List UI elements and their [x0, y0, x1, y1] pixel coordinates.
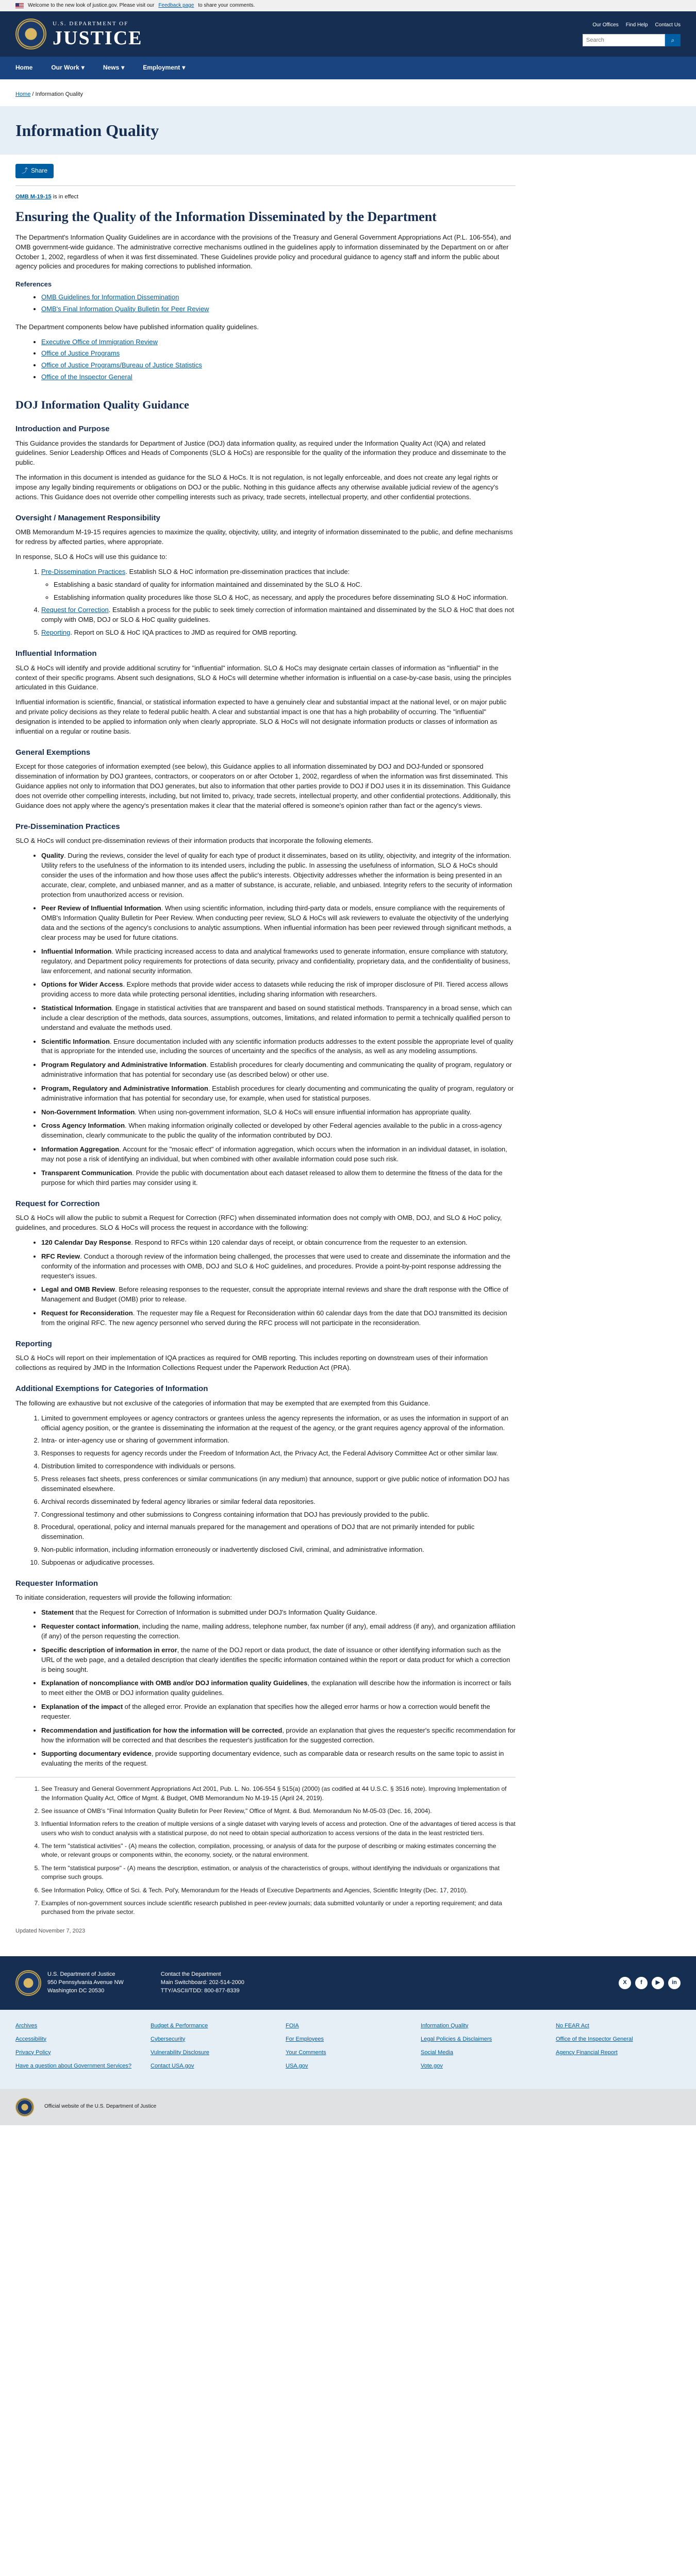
list-item: • Requester contact information, including the name, mailing address, telephone number, fax number (if any), email address (if any), and organization affiliation (if any) of the person requesting the correction. [41, 1622, 516, 1641]
list-item: • 120 Calendar Day Response. Respond to RFCs within 120 calendar days of receipt, or obtain concurrence from the requester to an extension. [41, 1238, 516, 1248]
footer-phone: TTY/ASCII/TDD: 800-877-8339 [160, 1987, 240, 1994]
footer-addr1: 950 Pennsylvania Avenue NW [47, 1979, 124, 1986]
footnote: 3. Influential Information refers to the creation of multiple versions of a single dataset with varying levels of access and protection. One of the advantages of tiered access is that users who wish to conduct analysis with a statistical purpose, do not need to obtain special authorization to access versions of the data in the least restricted tiers. [41, 1820, 516, 1838]
x-icon[interactable]: X [619, 1977, 631, 1989]
main-title: Ensuring the Quality of the Information Disseminated by the Department [15, 209, 437, 224]
header-link-contact[interactable]: Contact Us [655, 22, 681, 28]
footer-gov-text: Official website of the U.S. Department of Justice [44, 2104, 157, 2110]
references-heading: References [15, 280, 52, 289]
list-item: 8. Procedural, operational, policy and internal manuals prepared for the management and operations of DOJ that are not primarily intended for public dissemination. [41, 1522, 516, 1542]
footnote: 7. Examples of non-government sources include scientific research published in peer-review journals; data submitted voluntarily or under a reporting requirement; and data purchased from the private sector. [41, 1899, 516, 1917]
list-item: • Cross Agency Information. When making information originally collected or developed by other Federal agencies available to the public in a cross-agency dissemination, clearly communicate to the public the quality of the information contributed by DOJ. [41, 1121, 516, 1141]
influential-heading: Influential Information [15, 649, 97, 658]
footnote: 5. The term "statistical purpose" - (A) means the description, estimation, or analysis of the characteristics of groups, without identifying the individuals or organizations that comprise such groups. [41, 1864, 516, 1882]
footer-dept: U.S. Department of Justice [47, 1971, 115, 1977]
footnotes [41, 1785, 516, 1917]
list-item: • Information Aggregation. Account for the "mosaic effect" of information aggregation, which occurs when the information in an individual dataset, in isolation, may not pose a risk of identifying an individual, but when combined with other available information could pose such risk. [41, 1145, 516, 1164]
main-nav [0, 57, 696, 79]
footnote: 6. See Information Policy, Office of Sci. & Tech. Pol'y, Memorandum for the Heads of Executive Departments and Agencies, Scientific Integrity (Dec. 17, 2010). [41, 1886, 516, 1895]
footer-link[interactable]: Social Media [421, 2049, 453, 2056]
search-button[interactable] [665, 34, 681, 46]
footer-link[interactable]: Contact USA.gov [151, 2062, 194, 2069]
footer-link[interactable]: Cybersecurity [151, 2036, 186, 2042]
reporting-heading: Reporting [15, 1339, 52, 1348]
list-item: • Scientific Information. Ensure documentation included with any scientific information products addresses to the extent possible the appropriate level of quality that is appropriate for the intended use, including the sources of uncertainty and the specifics of the analysis, as well as any modeling assumptions. [41, 1037, 516, 1057]
reporting-para: SLO & HoCs will report on their implementation of IQA practices as required for OMB reporting. This includes reporting on downstream uses of their information collections as required by JMD in the Information Collections Request under the Paperwork Reduction Act (PRA). [15, 1354, 488, 1372]
linkedin-icon[interactable]: in [668, 1977, 681, 1989]
list-item: 9. Non-public information, including information erroneously or inadvertently disclosed Civil, criminal, and administrative information. [41, 1545, 516, 1555]
footer-link[interactable]: Have a question about Government Services? [15, 2062, 132, 2069]
intro-purpose-para: The information in this document is intended as guidance for the SLO & HoCs. It is not regulation, is not legally enforceable, and does not create any legal rights or impose any legally binding requirements or obligations on DOJ or the public. Nothing in this guidance affects any otherwise available judicial review of the agency's actions. This Guidance does not override other compelling interests such as privacy, trade secrets, intellectual property, and other confidential protections. [15, 473, 499, 501]
footer-link[interactable]: Office of the Inspector General [556, 2036, 633, 2042]
youtube-icon[interactable]: ▶ [652, 1977, 664, 1989]
footer-link[interactable]: FOIA [286, 2022, 299, 2029]
oversight-para: OMB Memorandum M-19-15 requires agencies to maximize the quality, objectivity, utility, and integrity of information disseminated to the public, and define mechanisms for redress by affected parties, where appropriate. [15, 528, 513, 546]
influential-para: Influential information is scientific, financial, or statistical information expected to have a genuinely clear and substantial impact at the national level, or on major public and private policy decisions as they relate to federal public health. A clear and substantial impact is one that has a high probability of occurring. The "influential" designation is intended to be applied to information only when clearly appropriate. SLO & HoCs will not designate information products or classes of information as influential on a regular or routine basis. [15, 698, 507, 735]
predissem-para: SLO & HoCs will conduct pre-dissemination reviews of their information products that incorporate the following elements. [15, 837, 373, 845]
list-item: • Influential Information. While practicing increased access to data and analytical frameworks used to generate information, ensure compliance with statutory, regulatory, and Department policy requirements for protections of data security, privacy and confidentiality, proprietary data, and the confidentiality of business, law enforcement, and national security information. [41, 947, 516, 976]
list-item: • Explanation of noncompliance with OMB and/or DOJ information quality Guidelines, the explanation will describe how the information is incorrect or fails to meet either the OMB or DOJ information quality guidelines. [41, 1679, 516, 1698]
doj-seal-icon [15, 2098, 34, 2116]
list-item: • RFC Review. Conduct a thorough review of the information being challenged, the processes that were used to create and disseminate the information and the conformity of the information and processes with OMB, DOJ and SLO & HoC guidelines, and procedures. Provide a point-by-point response addressing the requester's issues. [41, 1252, 516, 1281]
doj-seal-icon[interactable] [15, 1970, 41, 1996]
requester-para: To initiate consideration, requesters will provide the following information: [15, 1594, 232, 1602]
divider [15, 185, 516, 186]
footnote: 4. The term "statistical activities" - (A) means the collection, compilation, processing, or analysis of data for the purpose of describing or making estimates concerning the whole, or relevant groups or components within, the economy, society, or the natural environment. [41, 1842, 516, 1860]
justice-label: JUSTICE [53, 27, 143, 49]
intro-paragraph: The Department's Information Quality Guidelines are in accordance with the provisions of the Treasury and General Government Appropriations Act (P.L. 106-554), and OMB government-wide guidance. The administrative corrective mechanisms outlined in the guidelines apply to information disseminated by the Department on or after October 1, 2002, regardless of when it was first disseminated. These Guidelines provide policy and procedural guidance to agency staff and inform the public about agency policies and procedures for making corrections to published information. [15, 233, 511, 270]
list-item: • Non-Government Information. When using non-government information, SLO & HoCs will ensure influential information has appropriate quality. [41, 1108, 516, 1117]
nav-our-work[interactable]: Our Work ▾ [51, 63, 84, 72]
breadcrumb: Home / Information Quality [15, 91, 83, 97]
list-item: • Request for Reconsideration. The requester may file a Request for Reconsideration within 60 calendar days from the date that DOJ transmitted its decision from the original RFC. The new agency personnel who served during the RFC process will not participate in the reconsideration. [41, 1309, 516, 1328]
nav-news[interactable]: News ▾ [103, 63, 124, 72]
chevron-down-icon: ▾ [121, 64, 125, 72]
chevron-down-icon: ▾ [182, 64, 186, 72]
list-item: • Specific description of information in error, the name of the DOJ report or data product, the date of issuance or other identifying information such as the URL of the web page, and a detailed description that clearly identifies the specific information contained within the report or data product for which a correction is being sought. [41, 1646, 516, 1675]
component-link[interactable]: Office of Justice Programs [41, 349, 120, 358]
doj-seal-icon [15, 19, 46, 49]
list-item: ◦ Establishing a basic standard of quality for information maintained and disseminated by the SLO & HoC. [54, 580, 516, 590]
header-link-offices[interactable]: Our Offices [592, 22, 619, 28]
doj-guidance-title: DOJ Information Quality Guidance [15, 398, 189, 411]
footer-addr2: Washington DC 20530 [47, 1987, 105, 1994]
additional-heading: Additional Exemptions for Categories of Information [15, 1384, 208, 1394]
header-links [592, 22, 681, 29]
list-item: 10. Subpoenas or adjudicative processes. [41, 1558, 516, 1568]
share-button[interactable]: ⤴ Share [15, 164, 54, 178]
rfc-list [41, 1238, 516, 1328]
influential-para: SLO & HoCs will identify and provide additional scrutiny for "influential" information. SLO & HoCs may designate certain classes of information as "influential" in the context of their specific programs. Absent such designations, SLO & HoCs will determine whether information is influential on a case-by-case basis, using the principles articulated in this Guidance. [15, 664, 511, 691]
requester-list [41, 1608, 516, 1769]
footer-link[interactable]: Vote.gov [421, 2062, 443, 2069]
footer-contact-label[interactable]: Contact the Department [160, 1971, 221, 1977]
list-item: • Supporting documentary evidence, provide supporting documentary evidence, such as comparable data or research results on the same topic to assist in evaluating the merits of the request. [41, 1749, 516, 1769]
footer-link[interactable]: Your Comments [286, 2049, 326, 2056]
omb-notice: OMB M-19-15 is in effect [15, 193, 79, 200]
footer-link[interactable]: Information Quality [421, 2022, 469, 2029]
reference-link[interactable]: OMB Guidelines for Information Dissemination [41, 293, 179, 301]
list-item: 6. Archival records disseminated by federal agency libraries or similar federal data repositories. [41, 1497, 516, 1507]
nav-employment[interactable]: Employment ▾ [143, 63, 185, 72]
footer-link[interactable]: Budget & Performance [151, 2022, 208, 2029]
list-item: 3. Responses to requests for agency records under the Freedom of Information Act, the Privacy Act, the Federal Advisory Committee Act or other similar law. [41, 1449, 516, 1459]
footer-link[interactable]: Vulnerability Disclosure [151, 2049, 209, 2056]
footer-link[interactable]: Agency Financial Report [556, 2049, 618, 2056]
footer-link[interactable]: Archives [15, 2022, 38, 2029]
omb-link[interactable]: OMB M-19-15 [15, 193, 52, 200]
footer-gov-banner [0, 2089, 696, 2125]
intro-purpose-heading: Introduction and Purpose [15, 424, 110, 433]
list-item: ◦ Establishing information quality procedures like those SLO & HoC, as necessary, and apply the procedures before disseminating SLO & HoC information. [54, 593, 516, 603]
search-box [583, 34, 681, 46]
main-content [0, 155, 531, 1935]
footnote: 1. See Treasury and General Government Appropriations Act 2001, Pub. L. No. 106-554 § 515(a) (2000) (as codified at 44 U.S.C. § 3516 note). Improving Implementation of the Information Quality Act, Office of Mgmt. & Budget, OMB Memorandum No M-19-15 (April 24, 2019). [41, 1785, 516, 1803]
list-item: • Program Regulatory and Administrative Information. Establish procedures for clearly documenting and communicating the quality of program, regulatory or administrative information that has potential for secondary use (as described below) or other use. [41, 1060, 516, 1080]
footer-link[interactable]: USA.gov [286, 2062, 308, 2069]
list-item: 5. Press releases fact sheets, press conferences or similar communications (in any medium) that announce, support or give public notice of information DOJ has disseminated elsewhere. [41, 1475, 516, 1494]
list-item: • Statistical Information. Engage in statistical activities that are transparent and based on sound statistical methods. Transparency in a broad sense, which can include a clear description of the methods, data sources, assumptions, outcomes, limitations, and related information to permit a technically qualified person to understand and evaluate the methods used. [41, 1004, 516, 1033]
predissem-list [41, 851, 516, 1188]
list-item: • Explanation of the impact of the alleged error. Provide an explanation that specifies how the alleged error harms or how a correction would benefit the requester. [41, 1702, 516, 1722]
list-item: 7. Congressional testimony and other submissions to Congress containing information that DOJ has previously provided to the public. [41, 1510, 516, 1520]
list-item: 1. Pre-Dissemination Practices. Establish SLO & HoC information pre-dissemination practices that include: [41, 567, 516, 577]
search-input[interactable] [583, 34, 665, 46]
list-item: 2. Intra- or inter-agency use or sharing of government information. [41, 1436, 516, 1446]
components-list [41, 337, 516, 382]
site-header [0, 11, 696, 57]
general-heading: General Exemptions [15, 748, 91, 757]
predissem-heading: Pre-Dissemination Practices [15, 822, 120, 831]
rfc-heading: Request for Correction [15, 1199, 100, 1208]
list-item: • Quality. During the reviews, consider the level of quality for each type of product it disseminates, based on its utility, objectivity, and integrity of the information. Utility refers to the usefulness of the information to its intended users, including the public. In assessing the usefulness of information, SLO & HoCs should consider the uses of the information and how those uses affect the public's interests. Objectivity addresses whether the information is being presented in an accurate, clear, complete, and unbiased manner, and as a matter of substance, is accurate, reliable, and unbiased. Integrity refers to the security of information protection from unauthorized access or revision. [41, 851, 516, 900]
footer-link[interactable]: No FEAR Act [556, 2022, 589, 2029]
footer-link[interactable]: Legal Policies & Disclaimers [421, 2036, 492, 2042]
gov-banner [0, 0, 696, 11]
requester-heading: Requester Information [15, 1579, 98, 1588]
footer-identity [0, 1956, 696, 2010]
share-icon: ⤴ [22, 167, 28, 175]
dept-label: U.S. DEPARTMENT OF [53, 21, 129, 27]
site-logo[interactable] [15, 19, 143, 49]
nav-home[interactable]: Home [15, 64, 33, 72]
page-title: Information Quality [15, 121, 159, 140]
list-item: • Peer Review of Influential Information. When using scientific information, including third-party data or models, ensure compliance with the requirements of OMB's Information Quality Bulletin for Peer Review. When conducting peer review, SLO & HoCs will ask reviewers to evaluate the objectivity of the underlying data and the sections of the agency's conclusions to analytic assumptions. When influential information has been peer reviewed through significant methods, a clear process may be used for future citations. [41, 904, 516, 942]
social-links [619, 1977, 681, 1989]
banner-text-after: to share your comments. [198, 2, 255, 8]
rfc-para: SLO & HoCs will allow the public to submit a Request for Correction (RFC) when disseminated information does not comply with OMB, DOJ, and SLO & HoC policy, guidelines, and procedures. SLO & HoCs will process the request in accordance with the following: [15, 1214, 502, 1232]
list-item: • Legal and OMB Review. Before releasing responses to the requester, consult the appropriate internal reviews and share the draft response with the Office of Management and Budget (OMB) prior to release. [41, 1285, 516, 1304]
list-item: • Transparent Communication. Provide the public with documentation about each dataset released to allow them to determine the fitness of the data for the purpose for which third parties may consider using it. [41, 1168, 516, 1188]
banner-text: Welcome to the new look of justice.gov. Please visit our [28, 2, 155, 8]
breadcrumb-home[interactable]: Home [15, 91, 31, 97]
component-link[interactable]: Executive Office of Immigration Review [41, 337, 158, 346]
oversight-para: In response, SLO & HoCs will use this guidance to: [15, 553, 168, 561]
reference-link[interactable]: OMB's Final Information Quality Bulletin for Peer Review [41, 304, 209, 313]
list-item: • Options for Wider Access. Explore methods that provide wider access to datasets while reducing the risk of improper disclosure of PII. Tiered access allows providing access to more data while protecting personal identities, including sharing information with researchers. [41, 980, 516, 999]
list-item: 4. Request for Correction. Establish a process for the public to seek timely correction of information maintained and disseminated by the SLO & HoC that does not comply with OMB, DOJ or SLO & HoC quality guidelines. [41, 605, 516, 625]
oversight-list [41, 567, 516, 638]
additional-list [41, 1414, 516, 1568]
feedback-link[interactable]: Feedback page [158, 2, 194, 8]
updated-date: Updated November 7, 2023 [15, 1927, 86, 1934]
footer-links [0, 2010, 696, 2089]
component-link[interactable]: Office of the Inspector General [41, 373, 132, 381]
component-link[interactable]: Office of Justice Programs/Bureau of Justice Statistics [41, 361, 202, 369]
footnote: 2. See issuance of OMB's "Final Information Quality Bulletin for Peer Review," Office of Mgmt. & Bud. Memorandum No M-05-03 (Dec. 16, 2004). [41, 1807, 516, 1816]
footer-link[interactable]: Privacy Policy [15, 2049, 51, 2056]
footer-phone: Main Switchboard: 202-514-2000 [160, 1979, 244, 1986]
list-item: 4. Distribution limited to correspondence with individuals or persons. [41, 1462, 516, 1471]
oversight-heading: Oversight / Management Responsibility [15, 513, 160, 522]
search-icon: ⌕ [671, 36, 675, 44]
list-item: • Program, Regulatory and Administrative Information. Establish procedures for clearly documenting and communicating the quality of program, regulatory or administrative information that has potential for secondary use, for example, when used for statistical purposes. [41, 1084, 516, 1104]
components-intro: The Department components below have published information quality guidelines. [15, 323, 259, 331]
footer-link[interactable]: For Employees [286, 2036, 324, 2042]
breadcrumb-current: Information Quality [35, 91, 83, 97]
references-list [41, 293, 516, 314]
header-link-help[interactable]: Find Help [625, 22, 648, 28]
list-item: • Statement that the Request for Correction of Information is submitted under DOJ's Information Quality Guidance. [41, 1608, 516, 1618]
intro-purpose-para: This Guidance provides the standards for Department of Justice (DOJ) data information quality, as required under the Information Quality Act (IQA) and related guidelines. Senior Leadership Offices and Heads of Components (SLO & HoCs) are responsible for the quality of the information they produce and disseminate to the public. [15, 439, 506, 467]
list-item: 5. Reporting. Report on SLO & HoC IQA practices to JMD as required for OMB reporting. [41, 628, 516, 638]
facebook-icon[interactable]: f [635, 1977, 648, 1989]
list-item: • Recommendation and justification for how the information will be corrected, provide an explanation that gives the requester's specific recommendation for how the information will be corrected and that describes the requester's justification for the suggested correction. [41, 1726, 516, 1745]
additional-para: The following are exhaustive but not exclusive of the categories of information that may be exempted that are exempted from this Guidance. [15, 1399, 430, 1407]
us-flag-icon [15, 3, 24, 8]
page-title-band [0, 106, 696, 155]
footer-link[interactable]: Accessibility [15, 2036, 46, 2042]
chevron-down-icon: ▾ [81, 64, 85, 72]
list-item: 1. Limited to government employees or agency contractors or grantees unless the agency represents the information, or as uses the information in support of an official agency position, or the grantee is disseminating the information at the request of the agency, or the grant requires agency approval of the information. [41, 1414, 516, 1433]
general-para: Except for those categories of information exempted (see below), this Guidance applies to all information disseminated by DOJ and DOJ-funded or sponsored dissemination of information by DOJ grantees, contractors, or cooperators on or after October 1, 2002, regardless of when the information was first disseminated. This Guidance applies not only to information that DOJ generates, but also to information that other parties provide to DOJ if DOJ uses it in its dissemination. This Guidance does not override other compelling interests, including, but not limited to, privacy, trade secrets, intellectual property, and other confidential protections. Additionally, this Guidance does not apply where the agency's presentation makes it clear that the material offered is someone's opinion rather than fact or the agency's views. [15, 762, 511, 809]
